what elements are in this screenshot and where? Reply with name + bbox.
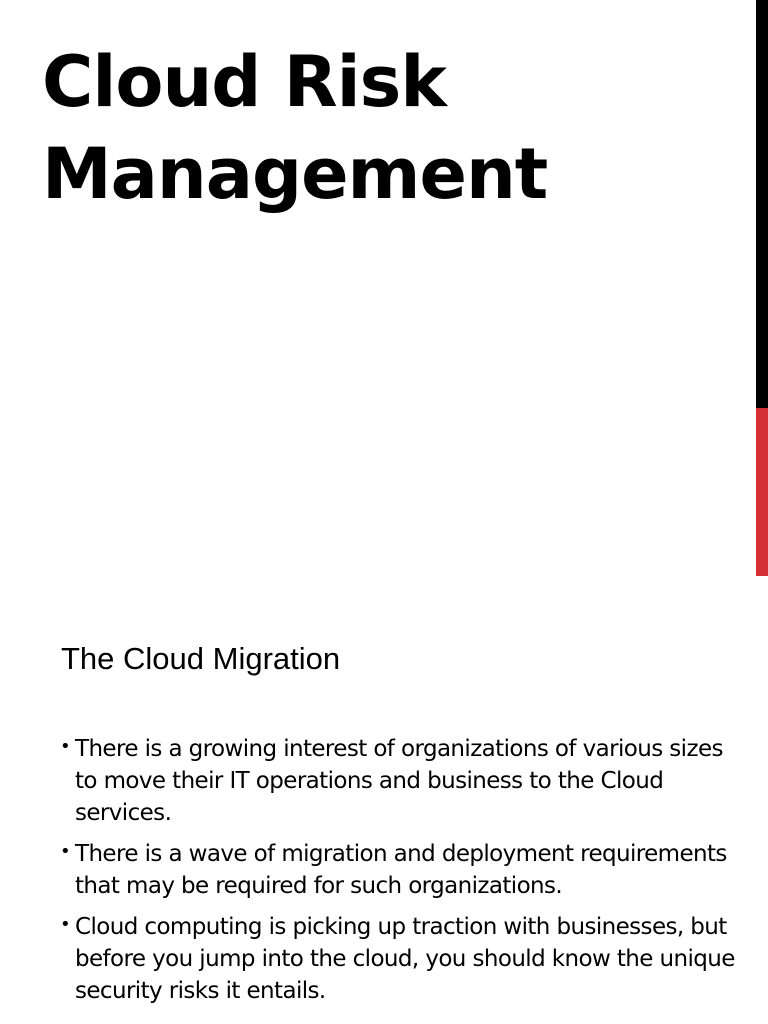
bullet-point-icon: • [60,841,71,862]
bullet-item [60,838,740,902]
slide-title: Cloud Risk Management [42,41,548,215]
bullet-item [60,733,740,829]
bullet-list [60,733,740,1016]
bullet-text: There is a wave of migration and deployment requirements that may be required for such organizations. [75,841,727,899]
bullet-point-icon: • [60,914,71,935]
slide-heading: The Cloud Migration [61,641,341,676]
bullet-point-icon: • [60,736,71,757]
content-slide [0,576,768,1024]
bullet-text: Cloud computing is picking up traction with businesses, but before you jump into the cloud, you should know the unique security risks it entails. [75,914,735,1004]
accent-bar-red [756,408,768,576]
bullet-item [60,911,740,1007]
accent-bar-black [756,0,768,408]
bullet-text: There is a growing interest of organizations of various sizes to move their IT operations and business to the Cloud services. [75,736,723,826]
